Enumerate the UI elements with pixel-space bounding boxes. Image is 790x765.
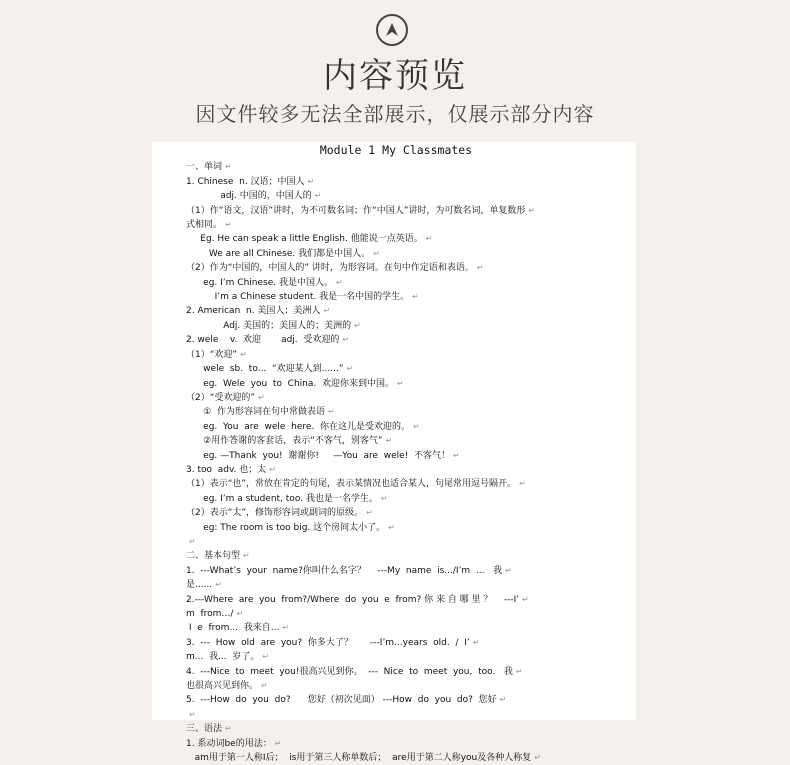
document-line [186,232,606,246]
paragraph-mark-icon: ↵ [413,421,420,431]
line-text: We are all Chinese. 我们都是中国人。 [186,248,371,259]
paragraph-mark-icon: ↵ [258,392,265,402]
document-line [186,405,606,419]
paragraph-mark-icon: ↵ [472,637,480,647]
document-lines [186,160,606,765]
document-line [186,204,606,218]
line-text: 2. wele v. 欢迎 adj. 受欢迎的 [186,335,340,346]
paragraph-mark-icon: ↵ [515,666,523,676]
line-text: eg. —Thank you! 谢谢你! —You are wele! 不客气！ [186,450,451,461]
paragraph-mark-icon: ↵ [425,234,433,244]
document-line [186,492,606,506]
document-line [186,377,606,391]
document-line [186,708,606,722]
paragraph-mark-icon: ↵ [388,522,395,532]
line-text: 3. too adv. 也；太 [186,464,267,475]
line-text: （1）作“语文，汉语”讲时，为不可数名词；作“中国人”讲时，为可数名词，单复数形 [186,205,526,216]
paragraph-mark-icon: ↵ [342,335,350,345]
paragraph-mark-icon: ↵ [366,508,373,518]
document-line [186,751,606,765]
document-line [186,420,606,434]
paragraph-mark-icon: ↵ [274,738,282,748]
line-text: ②用作答谢的客套话，表示“不客气，别客气” [186,436,383,447]
document-body [186,142,606,765]
line-text: m... 我... 岁了。 [186,652,260,663]
line-text: （2）表示“太”，修饰形容词或副词的原级。 [186,508,364,519]
document-line [186,679,606,693]
line-text: 1. Chinese n. 汉语；中国人 [186,176,305,187]
line-text: 三、语法 [186,724,223,735]
line-text: 4. ---Nice to meet you!很高兴见到你。 --- Nice to meet you, too. 我 [186,666,513,677]
line-text: （2）“受欢迎的” [186,392,256,403]
paragraph-mark-icon: ↵ [335,277,343,287]
line-text: Adj. 美国的；美国人的；美洲的 [186,320,352,331]
line-text: I’m a Chinese student. 我是一名中国的学生。 [186,292,410,303]
paragraph-mark-icon: ↵ [323,306,331,316]
document-line [186,276,606,290]
paragraph-mark-icon: ↵ [505,565,512,575]
line-text: （1）“欢迎” [186,349,238,360]
paragraph-mark-icon: ↵ [519,479,526,489]
line-text: adj. 中国的，中国人的 [186,191,312,202]
line-text: 式相同。 [186,220,223,231]
paragraph-mark-icon: ↵ [307,176,315,186]
paragraph-mark-icon: ↵ [189,709,196,719]
line-text: eg. Wele you to China. 欢迎你来到中国。 [186,378,394,389]
line-text: wele sb. to... “欢迎某人到......” [186,364,344,375]
line-text: eg: The room is too big. 这个房间太小了。 [186,522,386,533]
document-line [186,449,606,463]
document-line [186,189,606,203]
document-line [186,463,606,477]
document-line [186,175,606,189]
paragraph-mark-icon: ↵ [354,320,361,330]
paragraph-mark-icon: ↵ [262,652,270,662]
page-title: 内容预览 [323,56,467,96]
line-text: 二、基本句型 [186,551,241,562]
paragraph-mark-icon: ↵ [243,551,250,561]
line-text: 2.---Where are you from?/Where do you e from? 你 来 自 哪 里 ？ ---I’ [186,594,520,605]
paragraph-mark-icon: ↵ [453,450,460,460]
paragraph-mark-icon: ↵ [373,248,380,258]
document-line [186,477,606,491]
line-text: ① 作为形容词在句中常做表语 [186,407,325,418]
line-text: （1）表示“也”，常放在肯定的句尾，表示某情况也适合某人，句尾常用逗号隔开。 [186,479,517,490]
document-line [186,261,606,275]
page-subtitle: 因文件较多无法全部展示，仅展示部分内容 [195,102,595,126]
document-line [186,391,606,405]
document-line [186,362,606,376]
paragraph-mark-icon: ↵ [476,263,484,273]
document-line [186,160,606,174]
document-line [186,636,606,650]
paragraph-mark-icon: ↵ [282,623,290,633]
document-line [186,665,606,679]
paragraph-mark-icon: ↵ [385,436,393,446]
document-line [186,593,606,607]
paragraph-mark-icon: ↵ [327,407,335,417]
line-text: 1. ---What’s your name?你叫什么名字？ ---My name is.../I’m ... 我 [186,565,503,576]
document-line [186,722,606,736]
paragraph-mark-icon: ↵ [225,724,232,734]
document-line [186,564,606,578]
document-line [186,650,606,664]
line-text: （2）作为“中国的，中国人的” 讲时，为形容词。在句中作定语和表语。 [186,263,474,274]
document-line [186,535,606,549]
line-text: 2. American n. 美国人；美洲人 [186,306,321,317]
document-line [186,693,606,707]
document-line [186,549,606,563]
document-line [186,506,606,520]
paragraph-mark-icon: ↵ [380,493,388,503]
document-line [186,578,606,592]
paragraph-mark-icon: ↵ [534,753,541,763]
paragraph-mark-icon: ↵ [314,191,322,201]
paragraph-mark-icon: ↵ [215,580,222,590]
document-preview [152,142,636,764]
paragraph-mark-icon: ↵ [396,378,404,388]
document-line [186,348,606,362]
paragraph-mark-icon: ↵ [236,609,244,618]
document-line [186,290,606,304]
paragraph-mark-icon: ↵ [522,594,529,604]
line-text: m from…/ [186,609,234,619]
document-line [186,434,606,448]
line-text: 也很高兴见到你。 [186,681,259,692]
paragraph-mark-icon: ↵ [225,220,232,230]
logo [376,14,408,46]
line-text: eg. I’m Chinese. 我是中国人。 [186,277,333,288]
document-line [186,521,606,535]
line-text: eg. You are wele here. 你在这儿是受欢迎的。 [186,421,411,432]
paragraph-mark-icon: ↵ [189,536,196,546]
paragraph-mark-icon: ↵ [240,349,247,359]
line-text: I e from... 我来自... [186,623,280,634]
document-line [186,319,606,333]
paragraph-mark-icon: ↵ [261,681,268,691]
paragraph-mark-icon: ↵ [499,695,507,705]
document-line [186,247,606,261]
document-line [186,304,606,318]
document-line [186,333,606,347]
navigation-arrow-icon [382,20,402,40]
line-text: 5. ---How do you do? 您好（初次见面） ---How do you do? 您好 [186,695,497,706]
document-line [186,621,606,635]
document-title: Module 1 My Classmates [319,143,473,157]
document-line [186,607,606,621]
document-line [186,737,606,751]
line-text: 1. 系动词be的用法： [186,738,272,749]
paragraph-mark-icon: ↵ [528,205,536,215]
line-text: eg. I’m a student, too. 我也是一名学生。 [186,493,378,504]
line-text: 一、单词 [186,162,223,173]
paragraph-mark-icon: ↵ [225,162,232,172]
line-text: 3. --- How old are you? 你多大了？ ---I’m...years old. / I’ [186,637,470,648]
line-text: 是...... [186,580,213,591]
line-text: am用于第一人称I后； is用于第三人称单数后； are用于第二人称you及各种人称复 [186,753,532,764]
paragraph-mark-icon: ↵ [269,464,276,474]
document-line [186,218,606,232]
paragraph-mark-icon: ↵ [346,364,354,374]
paragraph-mark-icon: ↵ [412,292,419,302]
line-text: Eg. He can speak a little English. 他能说一点英语。 [186,234,423,245]
